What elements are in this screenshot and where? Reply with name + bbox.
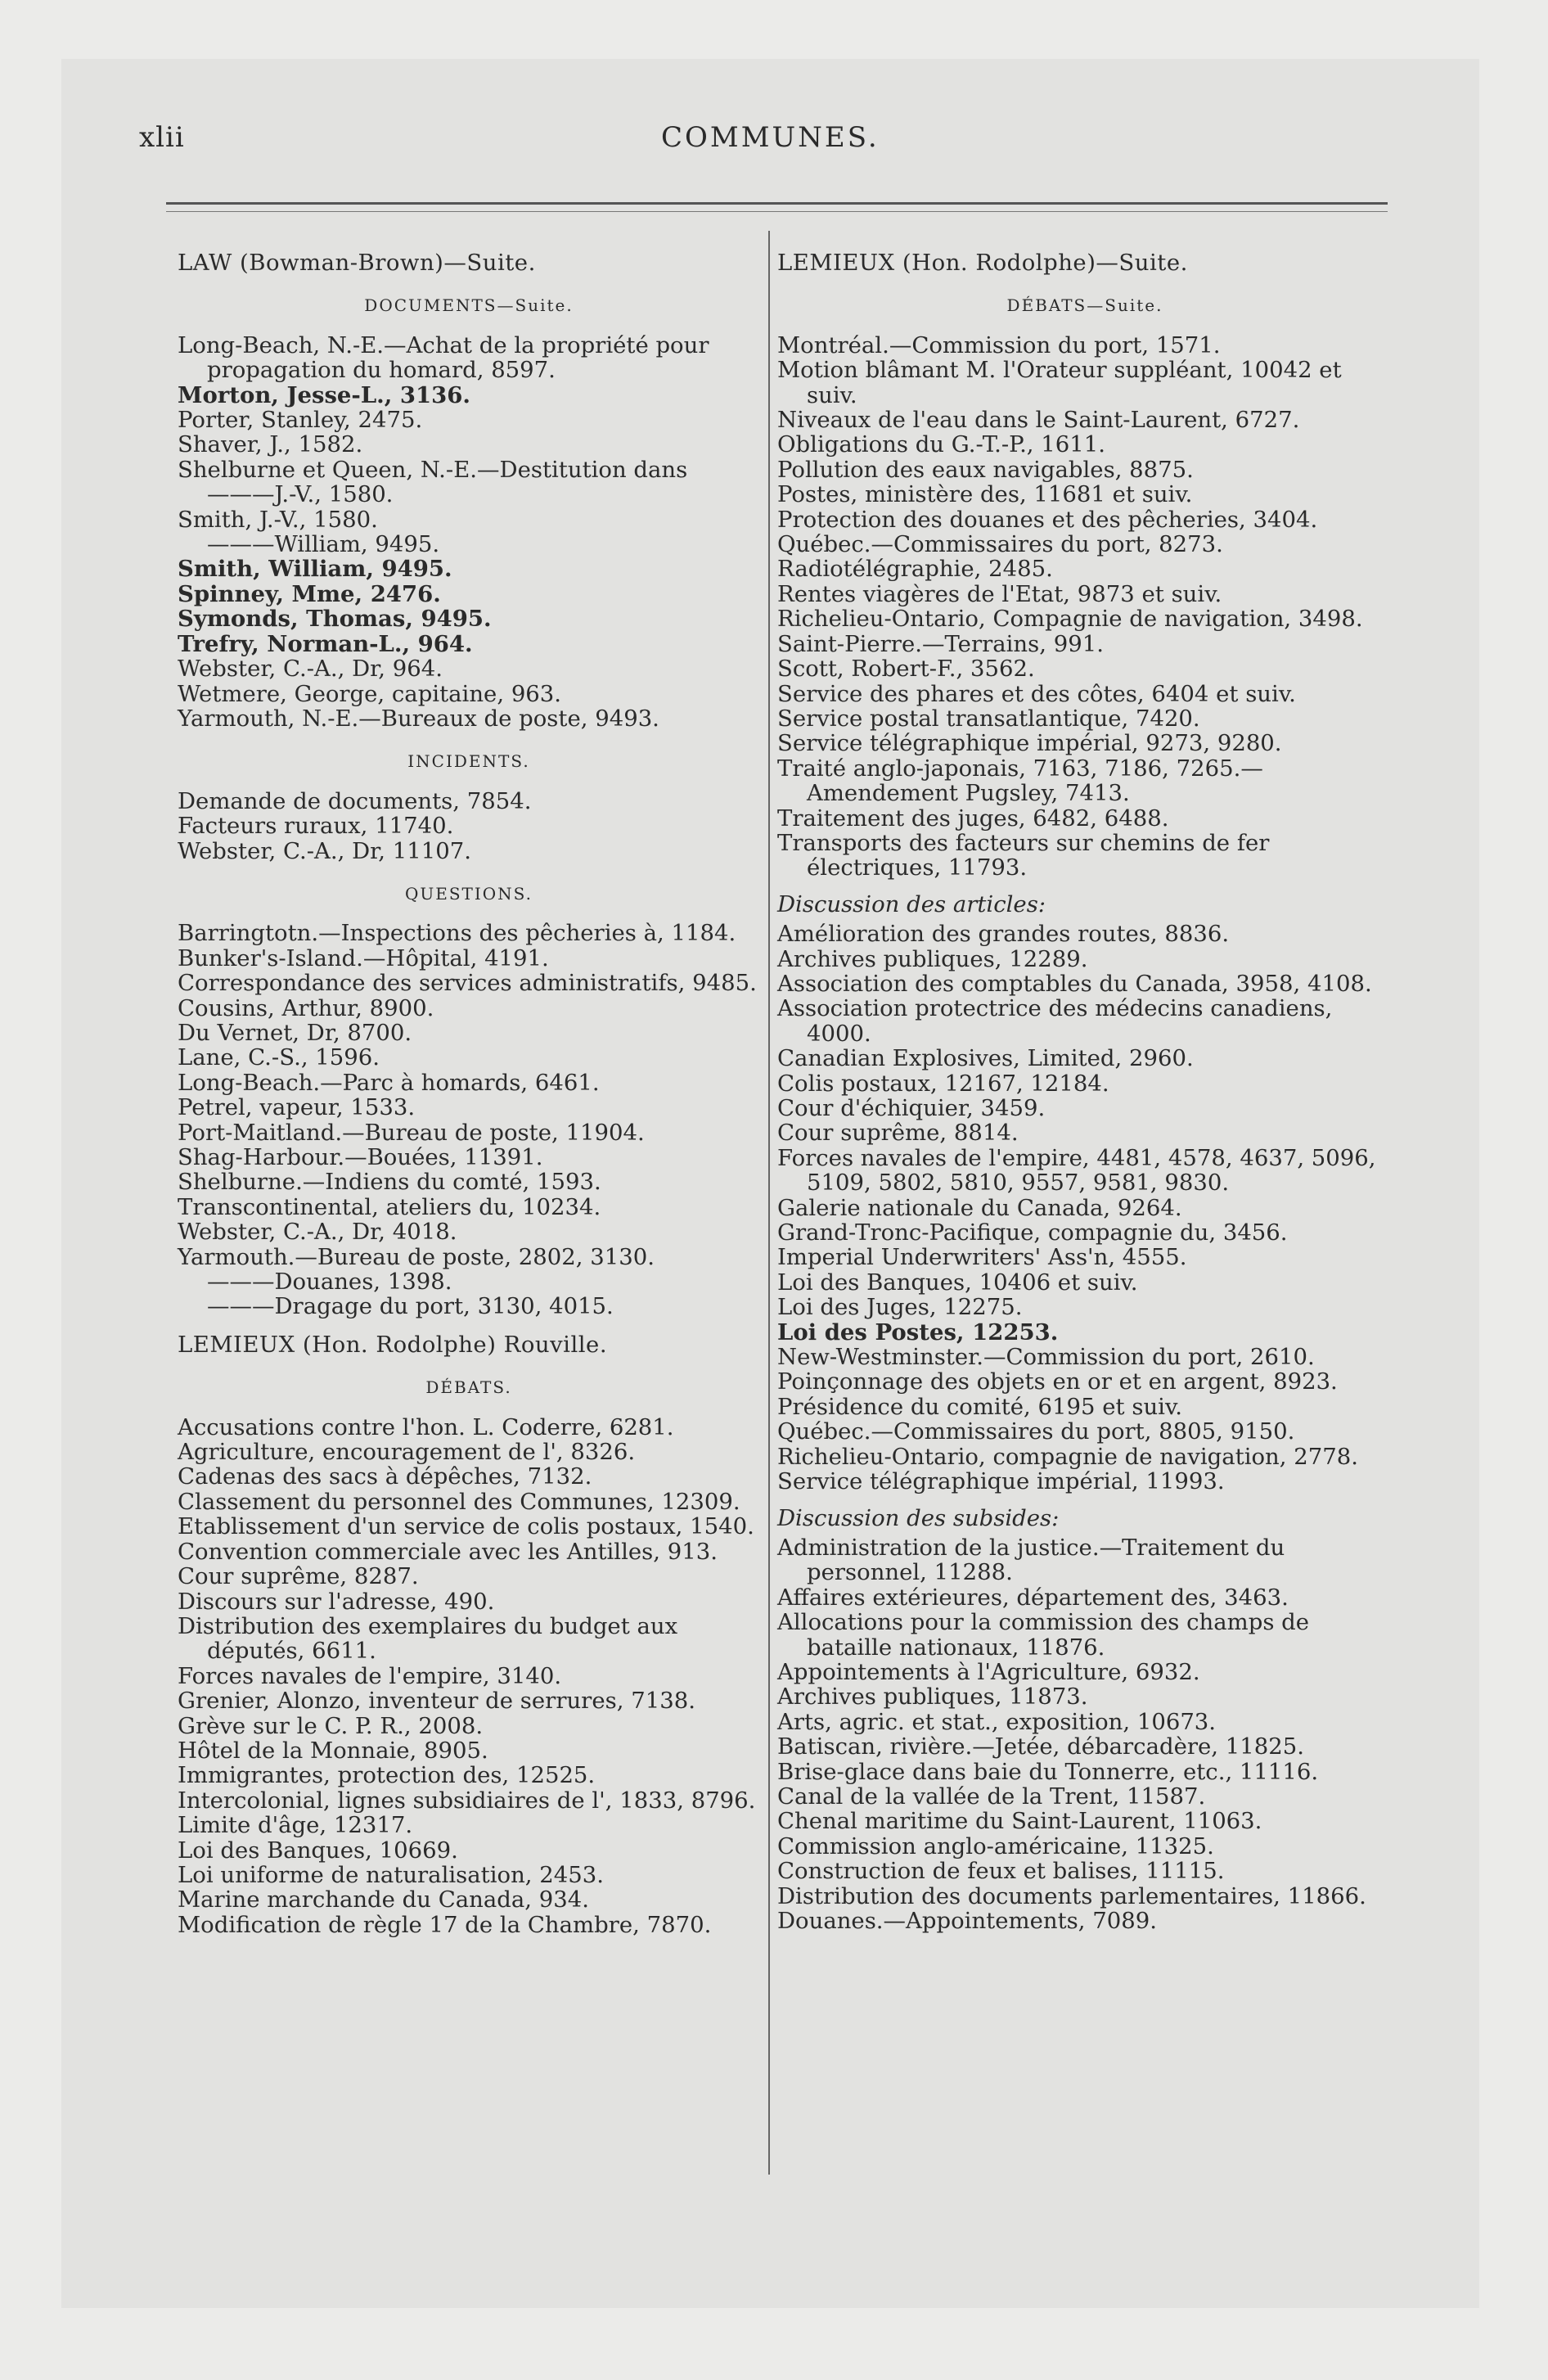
- index-entry: Modification de règle 17 de la Chambre, 7870.: [178, 1911, 712, 1938]
- index-entry: Postes, ministère des, 11681 et suiv.: [777, 481, 1193, 508]
- index-entry: Accusations contre l'hon. L. Coderre, 6281.: [178, 1413, 674, 1440]
- index-entry: Commission anglo-américaine, 11325.: [777, 1832, 1214, 1859]
- index-entry: Présidence du comité, 6195 et suiv.: [777, 1393, 1182, 1420]
- index-entry: Archives publiques, 11873.: [777, 1684, 1088, 1711]
- index-entry: Canal de la vallée de la Trent, 11587.: [777, 1783, 1206, 1810]
- index-entry: Barringtotn.—Inspections des pêcheries à, 1184.: [178, 920, 736, 947]
- index-entry: Cour d'échiquier, 3459.: [777, 1095, 1046, 1121]
- index-entry: Service postal transatlantique, 7420.: [777, 705, 1200, 732]
- index-entry: Webster, C.-A., Dr, 964.: [178, 656, 443, 683]
- right-column: [777, 237, 1393, 1933]
- index-entry: Archives publiques, 12289.: [777, 945, 1088, 972]
- index-entry: Canadian Explosives, Limited, 2960.: [777, 1045, 1194, 1072]
- index-entry: Association protectrice des médecins canadiens, 4000.: [777, 995, 1333, 1047]
- section-label: DOCUMENTS—Suite.: [364, 295, 574, 316]
- index-entry: Demande de documents, 7854.: [178, 787, 532, 814]
- index-entry: Construction de feux et balises, 11115.: [777, 1858, 1225, 1885]
- index-entry: Transcontinental, ateliers du, 10234.: [178, 1193, 601, 1220]
- index-entry: Porter, Stanley, 2475.: [178, 407, 423, 434]
- index-entry: Grève sur le C. P. R., 2008.: [178, 1712, 484, 1739]
- index-entry: Wetmere, George, capitaine, 963.: [178, 680, 562, 707]
- index-entry: Grand-Tronc-Pacifique, compagnie du, 3456.: [777, 1219, 1288, 1246]
- sub-entry: ———Douanes, 1398.: [207, 1269, 452, 1296]
- index-entry: Loi des Banques, 10669.: [178, 1837, 458, 1864]
- index-entry: Administration de la justice.—Traitement du personnel, 11288.: [777, 1534, 1285, 1586]
- index-entry: Marine marchande du Canada, 934.: [178, 1886, 589, 1913]
- index-entry: Webster, C.-A., Dr, 11107.: [178, 837, 472, 864]
- discussion-heading: Discussion des subsides:: [777, 1504, 1060, 1531]
- sub-entry: ———J.-V., 1580.: [207, 481, 394, 508]
- index-entry: Trefry, Norman-L., 964.: [178, 630, 473, 657]
- index-entry: Cousins, Arthur, 8900.: [178, 994, 434, 1021]
- index-entry: Forces navales de l'empire, 4481, 4578, 4637, 5096, 5109, 5802, 5810, 9557, 9581, 9830.: [777, 1144, 1376, 1197]
- index-entry: Radiotélégraphie, 2485.: [777, 556, 1053, 583]
- index-entry: Douanes.—Appointements, 7089.: [777, 1908, 1157, 1934]
- page-number: xlii: [139, 121, 185, 154]
- index-entry: Morton, Jesse-L., 3136.: [178, 381, 471, 408]
- index-entry: Distribution des exemplaires du budget aux députés, 6611.: [178, 1612, 678, 1665]
- section-label: INCIDENTS.: [407, 751, 530, 772]
- index-entry: Convention commerciale avec les Antilles, 913.: [178, 1538, 718, 1565]
- index-entry: Lane, C.-S., 1596.: [178, 1044, 380, 1071]
- section-label: DÉBATS—Suite.: [1006, 295, 1163, 316]
- index-entry: Port-Maitland.—Bureau de poste, 11904.: [178, 1119, 645, 1146]
- index-entry: Shelburne et Queen, N.-E.—Destitution dans: [178, 456, 688, 483]
- index-entry: Motion blâmant M. l'Orateur suppléant, 10042 et suiv.: [777, 357, 1342, 408]
- index-entry: Affaires extérieures, département des, 3463.: [777, 1584, 1289, 1611]
- index-entry: Appointements à l'Agriculture, 6932.: [777, 1658, 1200, 1685]
- index-entry: Loi des Juges, 12275.: [777, 1294, 1023, 1321]
- sub-entry: ———Dragage du port, 3130, 4015.: [207, 1293, 614, 1320]
- section-label: DÉBATS.: [425, 1377, 512, 1398]
- index-entry: Chenal maritime du Saint-Laurent, 11063.: [777, 1808, 1262, 1835]
- index-entry: Scott, Robert-F., 3562.: [777, 656, 1035, 683]
- index-entry: Association des comptables du Canada, 3958, 4108.: [777, 970, 1372, 997]
- index-entry: Service des phares et des côtes, 6404 et suiv.: [777, 680, 1296, 707]
- index-entry: Intercolonial, lignes subsidiaires de l', 1833, 8796.: [178, 1787, 756, 1814]
- index-entry: Cadenas des sacs à dépêches, 7132.: [178, 1463, 592, 1490]
- index-entry: Obligations du G.-T.-P., 1611.: [777, 431, 1106, 458]
- running-title: COMMUNES.: [661, 121, 880, 154]
- index-entry: New-Westminster.—Commission du port, 2610.: [777, 1344, 1315, 1371]
- index-entry: Limite d'âge, 12317.: [178, 1812, 413, 1839]
- index-entry: Colis postaux, 12167, 12184.: [777, 1070, 1109, 1097]
- index-entry: Smith, William, 9495.: [178, 556, 452, 583]
- index-entry: Shaver, J., 1582.: [178, 431, 363, 458]
- index-entry: Arts, agric. et stat., exposition, 10673.: [777, 1708, 1217, 1735]
- index-entry: Imperial Underwriters' Ass'n, 4555.: [777, 1244, 1187, 1271]
- sub-entry: ———William, 9495.: [207, 531, 440, 558]
- index-entry: Symonds, Thomas, 9495.: [178, 606, 492, 633]
- index-entry: Bunker's-Island.—Hôpital, 4191.: [178, 944, 549, 971]
- index-entry: Traitement des juges, 6482, 6488.: [777, 805, 1169, 832]
- index-entry: Traité anglo-japonais, 7163, 7186, 7265.— Amendement Pugsley, 7413.: [777, 755, 1263, 807]
- index-entry: Brise-glace dans baie du Tonnerre, etc., 11116.: [777, 1758, 1319, 1785]
- index-entry: Québec.—Commissaires du port, 8273.: [777, 531, 1223, 558]
- index-entry: Rentes viagères de l'Etat, 9873 et suiv.: [777, 580, 1222, 607]
- index-entry: Niveaux de l'eau dans le Saint-Laurent, 6727.: [777, 407, 1300, 434]
- index-entry: Etablissement d'un service de colis postaux, 1540.: [178, 1513, 754, 1540]
- left-column: [178, 237, 760, 1937]
- index-entry: Loi des Banques, 10406 et suiv.: [777, 1269, 1138, 1296]
- index-entry: Du Vernet, Dr, 8700.: [178, 1019, 412, 1046]
- index-entry: Facteurs ruraux, 11740.: [178, 813, 454, 840]
- index-entry: Service télégraphique impérial, 9273, 9280.: [777, 730, 1282, 757]
- index-entry: Loi uniforme de naturalisation, 2453.: [178, 1861, 604, 1888]
- column-divider: [768, 231, 770, 2175]
- index-entry: Protection des douanes et des pêcheries, 3404.: [777, 506, 1318, 533]
- index-entry: Allocations pour la commission des champs de bataille nationaux, 11876.: [777, 1609, 1310, 1661]
- index-entry: Discours sur l'adresse, 490.: [178, 1588, 495, 1615]
- index-entry: Richelieu-Ontario, compagnie de navigation, 2778.: [777, 1443, 1358, 1470]
- index-entry: Cour suprême, 8814.: [777, 1120, 1019, 1147]
- index-entry: Shag-Harbour.—Bouées, 11391.: [178, 1144, 543, 1170]
- index-entry: Forces navales de l'empire, 3140.: [178, 1662, 562, 1689]
- index-entry: Galerie nationale du Canada, 9264.: [777, 1194, 1182, 1221]
- index-entry: Montréal.—Commission du port, 1571.: [777, 331, 1221, 358]
- discussion-heading: Discussion des articles:: [777, 890, 1046, 917]
- index-entry: Petrel, vapeur, 1533.: [178, 1094, 416, 1121]
- index-entry: Cour suprême, 8287.: [178, 1563, 419, 1590]
- index-entry: Webster, C.-A., Dr, 4018.: [178, 1219, 457, 1246]
- index-heading: LEMIEUX (Hon. Rodolphe)—Suite.: [777, 250, 1188, 276]
- index-entry: Smith, J.-V., 1580.: [178, 506, 378, 533]
- index-entry: Grenier, Alonzo, inventeur de serrures, 7138.: [178, 1688, 695, 1715]
- index-entry: Long-Beach.—Parc à homards, 6461.: [178, 1069, 600, 1096]
- index-entry: Saint-Pierre.—Terrains, 991.: [777, 630, 1104, 657]
- index-entry: Yarmouth, N.-E.—Bureaux de poste, 9493.: [178, 705, 659, 732]
- index-entry: Hôtel de la Monnaie, 8905.: [178, 1737, 488, 1764]
- index-entry: Batiscan, rivière.—Jetée, débarcadère, 11825.: [777, 1733, 1304, 1760]
- header-rule: [166, 202, 1388, 205]
- index-entry: Immigrantes, protection des, 12525.: [178, 1762, 596, 1789]
- index-entry: Shelburne.—Indiens du comté, 1593.: [178, 1169, 601, 1196]
- index-entry: Loi des Postes, 12253.: [777, 1318, 1059, 1346]
- index-entry: Classement du personnel des Communes, 12309.: [178, 1488, 740, 1515]
- index-entry: Service télégraphique impérial, 11993.: [777, 1468, 1225, 1495]
- index-entry: Poinçonnage des objets en or et en argent, 8923.: [777, 1368, 1338, 1395]
- index-entry: Distribution des documents parlementaires, 11866.: [777, 1882, 1366, 1909]
- section-label: QUESTIONS.: [404, 883, 533, 904]
- index-entry: Long-Beach, N.-E.—Achat de la propriété pour propagation du homard, 8597.: [178, 331, 709, 384]
- index-entry: Pollution des eaux navigables, 8875.: [777, 456, 1194, 483]
- index-heading: LEMIEUX (Hon. Rodolphe) Rouville.: [178, 1331, 608, 1358]
- index-entry: Correspondance des services administratifs, 9485.: [178, 970, 757, 997]
- header-rule-thin: [166, 211, 1388, 212]
- index-entry: Spinney, Mme, 2476.: [178, 580, 441, 607]
- index-entry: Agriculture, encouragement de l', 8326.: [178, 1439, 636, 1466]
- index-heading: LAW (Bowman-Brown)—Suite.: [178, 250, 536, 276]
- index-entry: Yarmouth.—Bureau de poste, 2802, 3130.: [178, 1243, 655, 1270]
- index-entry: Transports des facteurs sur chemins de fer électriques, 11793.: [777, 829, 1270, 881]
- index-entry: Québec.—Commissaires du port, 8805, 9150.: [777, 1418, 1295, 1445]
- index-entry: Amélioration des grandes routes, 8836.: [777, 921, 1230, 948]
- index-entry: Richelieu-Ontario, Compagnie de navigation, 3498.: [777, 606, 1363, 633]
